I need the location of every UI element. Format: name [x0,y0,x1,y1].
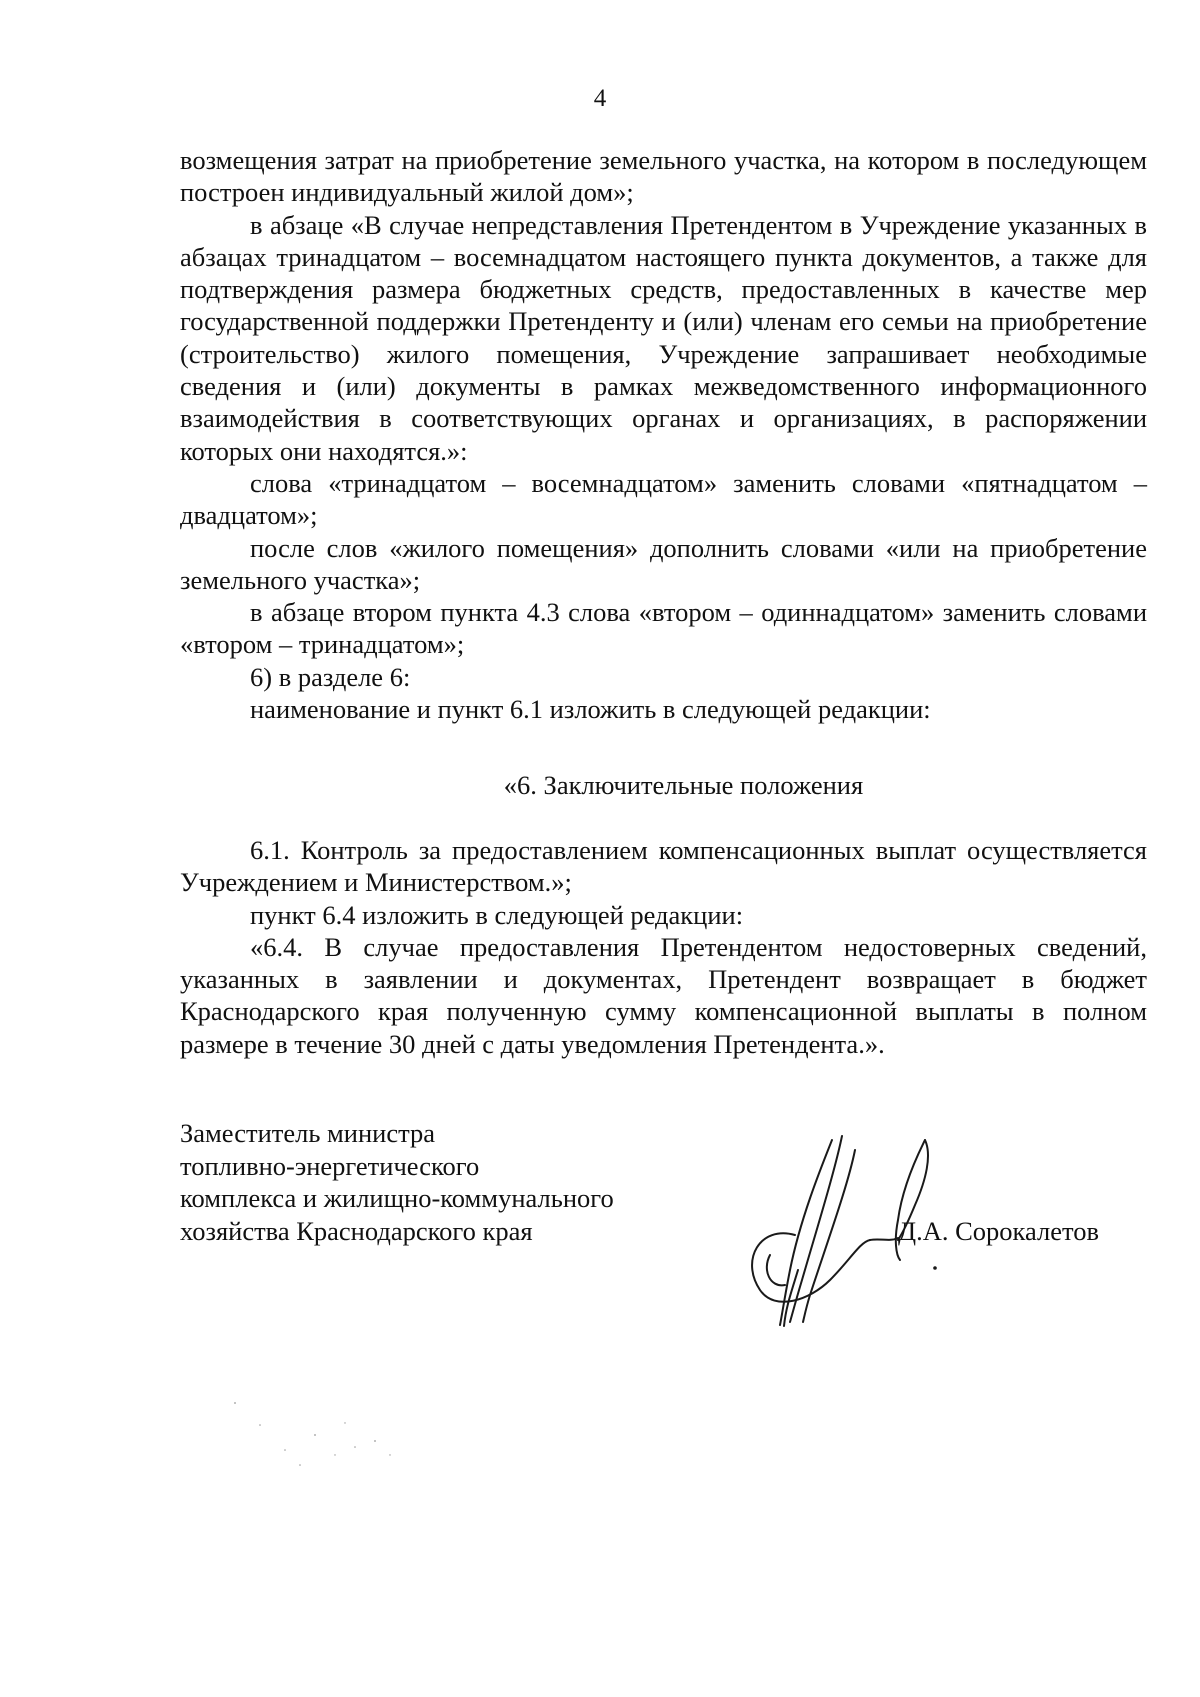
signatory-position-line: Заместитель министра [180,1118,436,1148]
paragraph: 6) в разделе 6: [250,661,411,692]
signatory-position-line: топливно-энергетического [180,1150,480,1181]
signatory-position [180,1117,614,1247]
body-text-top [180,144,1147,725]
paragraph: возмещения затрат на приобретение земельного участка, на котором в последующем построен индивидуальный жилой дом»; [180,145,1147,208]
paragraph: наименование и пункт 6.1 изложить в следующей редакции: [250,694,931,725]
page-number: 4 [593,85,607,112]
signatory-name: Д.А. Сорокалетов [898,1216,1099,1246]
paragraph: слова «тринадцатом – восемнадцатом» заменить словами «пятнадцатом – двадцатом»; [180,467,1147,531]
signatory-position-line: хозяйства Краснодарского края [180,1215,533,1246]
section-heading: «6. Заключительные положения [503,770,864,800]
paragraph: «6.4. В случае предоставления Претендентом недостоверных сведений, указанных в заявлении и документах, Претендент возвращает в бюджет Краснодарского края полученную сумму компенсационной выплаты в полном размере в течение 30 дней с даты уведомления Претендента.». [180,931,1147,1059]
signatory-position-line: комплекса и жилищно-коммунального [180,1183,614,1213]
paragraph: в абзаце «В случае непредставления Претендентом в Учреждение указанных в абзацах тринадцатом – восемнадцатом настоящего пункта документов, а также для подтверждения размера бюджетных средств, предоставленных в качестве мер государственной поддержки Претенденту и (или) членам его семьи на приобретение (строительство) жилого помещения, Учреждение запрашивает необходимые сведения и (или) документы в рамках межведомственного информационного взаимодействия в соответствующих органах и организациях, в распоряжении которых они находятся.»: [180,209,1147,466]
body-text-bottom [180,834,1147,1060]
paragraph: 6.1. Контроль за предоставлением компенсационных выплат осуществляется Учреждением и Министерством.»; [180,835,1147,898]
paragraph: в абзаце втором пункта 4.3 слова «втором – одиннадцатом» заменить словами «втором – тринадцатом»; [180,597,1147,660]
paragraph: после слов «жилого помещения» дополнить словами «или на приобретение земельного участка»; [180,532,1147,595]
scan-specks [225,1395,425,1475]
paragraph: пункт 6.4 изложить в следующей редакции: [250,899,744,930]
